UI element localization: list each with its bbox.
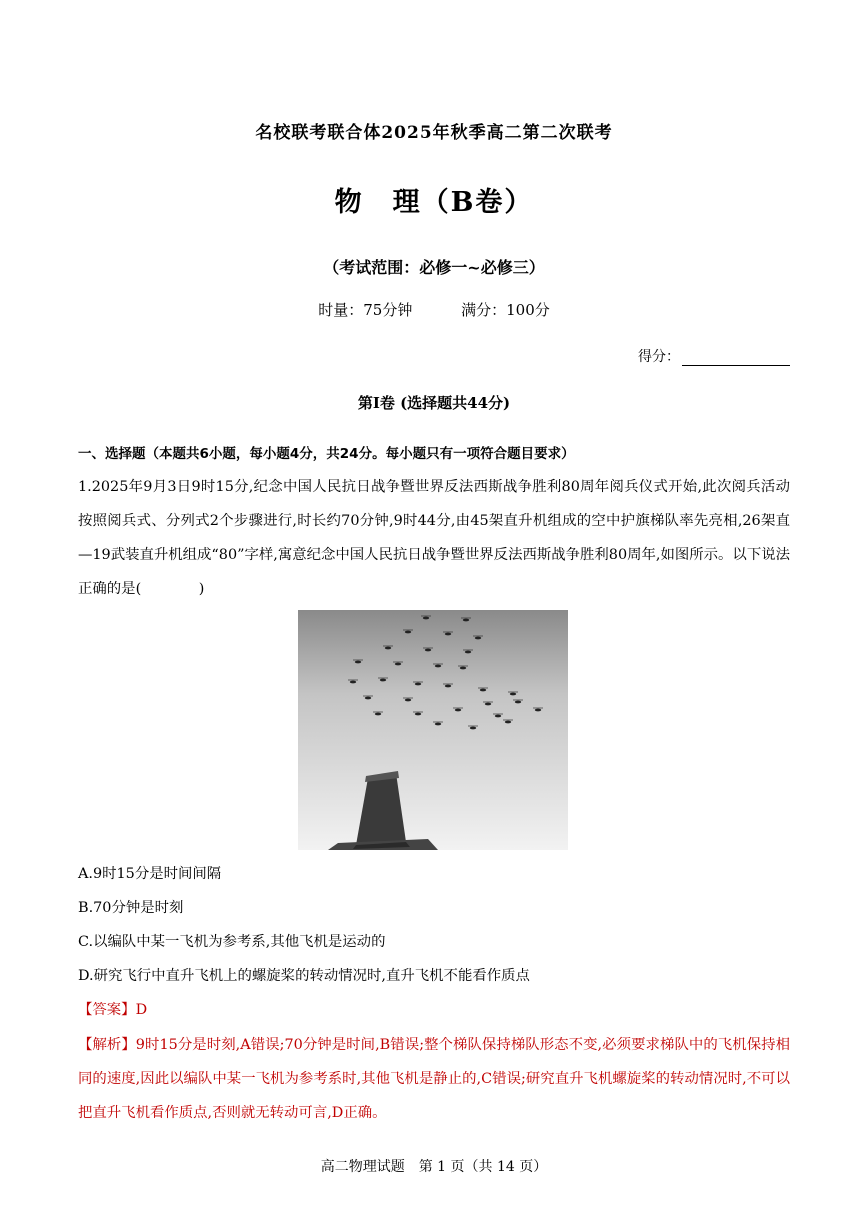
helicopter-icon	[463, 619, 469, 622]
helicopter-icon	[475, 637, 481, 640]
helicopter-icon	[375, 713, 381, 716]
helicopter-icon	[510, 693, 516, 696]
section-heading: 一、选择题（本题共6小题，每小题4分，共24分。每小题只有一项符合题目要求）	[78, 446, 575, 462]
helicopter-icon	[455, 709, 461, 712]
helicopter-formation-photo	[298, 610, 568, 850]
helicopter-icon	[480, 689, 486, 692]
option-c: C.以编队中某一飞机为参考系,其他飞机是运动的	[78, 934, 386, 950]
time-limit: 时量：75分钟	[318, 301, 413, 319]
helicopter-icon	[515, 701, 521, 704]
helicopter-icon	[445, 685, 451, 688]
helicopter-icon	[423, 617, 429, 620]
helicopter-icon	[395, 663, 401, 666]
helicopter-icon	[485, 703, 491, 706]
score-blank-line	[682, 351, 790, 366]
option-a: A.9时15分是时间间隔	[78, 866, 222, 882]
page-footer: 高二物理试题 第 1 页（共 14 页）	[320, 1159, 548, 1175]
helicopter-icon	[465, 651, 471, 654]
answer-text: 【答案】D	[78, 1002, 148, 1018]
helicopter-icon	[415, 683, 421, 686]
helicopter-icon	[495, 715, 501, 718]
helicopter-icon	[365, 697, 371, 700]
analysis-text: 【解析】9时15分是时刻,A错误;70分钟是时间,B错误;整个梯队保持梯队形态不变,必须要求梯队中的飞机保持相同的速度,因此以编队中某一飞机为参考系时,其他飞机是静止的,C错误;研究直升飞机螺旋桨的转动情况时,不可以把直升飞机看作质点,否则就无转动可言,D正确。	[78, 1037, 790, 1121]
option-d: D.研究飞行中直升飞机上的螺旋桨的转动情况时,直升飞机不能看作质点	[78, 968, 530, 984]
exam-header-title: 名校联考联合体2025年秋季高二第二次联考	[255, 123, 613, 143]
helicopter-icon	[405, 699, 411, 702]
helicopter-icon	[435, 723, 441, 726]
part-title: 第Ⅰ卷 (选择题共44分)	[357, 394, 511, 412]
helicopter-icon	[435, 665, 441, 668]
helicopter-icon	[460, 667, 466, 670]
helicopter-icon	[505, 721, 511, 724]
score-field	[638, 346, 790, 366]
question-stem: 1.2025年9月3日9时15分,纪念中国人民抗日战争暨世界反法西斯战争胜利80周年阅兵仪式开始,此次阅兵活动按照阅兵式、分列式2个步骤进行,时长约70分钟,9时44分,由45架直升机组成的空中护旗梯队率先亮相,26架直—19武装直升机组成“80”字样,寓意纪念中国人民抗日战争暨世界反法西斯战争胜利80周年,如图所示。以下说法正确的是( )	[78, 479, 790, 597]
helicopter-icon	[415, 713, 421, 716]
helicopter-icon	[425, 649, 431, 652]
helicopter-icon	[350, 681, 356, 684]
helicopter-icon	[535, 709, 541, 712]
helicopter-icon	[445, 633, 451, 636]
score-label: 得分：	[638, 349, 680, 365]
helicopter-icon	[385, 647, 391, 650]
subject-title: 物 理（B卷）	[334, 187, 534, 218]
helicopter-icon	[405, 631, 411, 634]
helicopter-icon	[380, 679, 386, 682]
exam-scope: （考试范围：必修一~必修三）	[323, 258, 545, 277]
helicopter-icon	[470, 727, 476, 730]
option-b: B.70分钟是时刻	[78, 900, 184, 916]
time-and-score	[0, 299, 868, 320]
full-score: 满分：100分	[461, 301, 550, 319]
helicopter-icon	[355, 661, 361, 664]
